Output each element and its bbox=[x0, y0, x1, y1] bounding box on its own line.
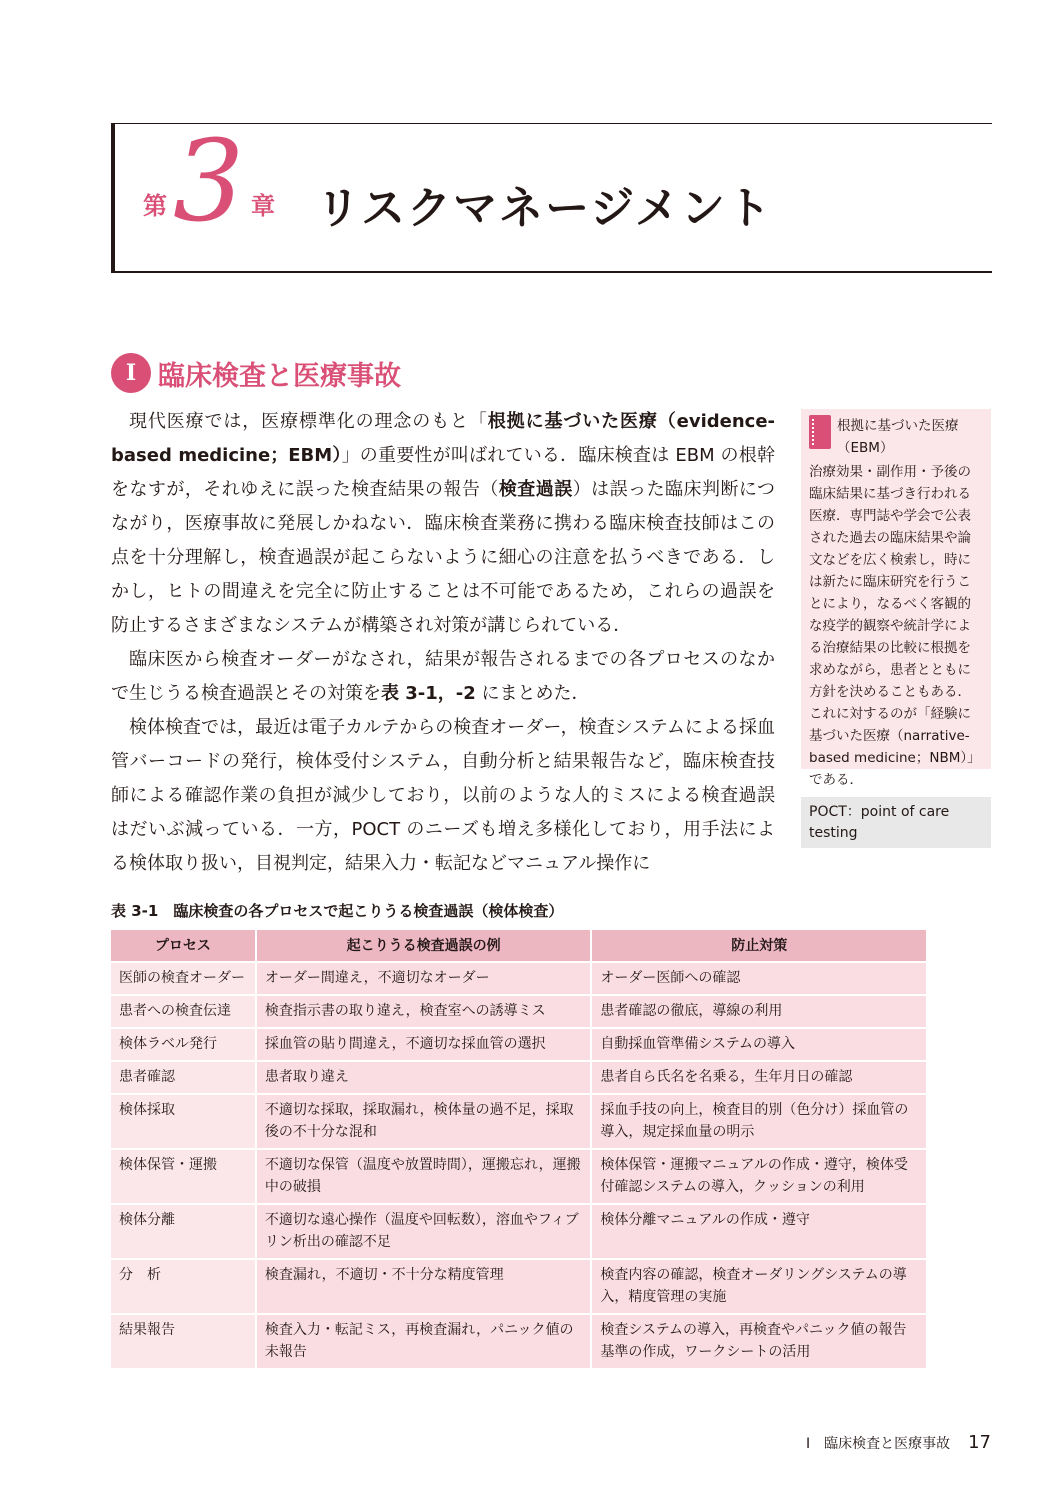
table-cell: 検体採取 bbox=[111, 1094, 256, 1149]
table-cell: 医師の検査オーダー bbox=[111, 962, 256, 995]
paragraph-text: にまとめた． bbox=[475, 683, 590, 704]
table-cell: 採血手技の向上，検査目的別（色分け）採血管の導入，規定採血量の明示 bbox=[591, 1094, 927, 1149]
table-cell: 患者自ら氏名を名乗る，生年月日の確認 bbox=[591, 1061, 927, 1094]
body-paragraph bbox=[111, 643, 775, 711]
table-header-cell: プロセス bbox=[111, 930, 256, 962]
table-header-cell: 起こりうる検査過誤の例 bbox=[256, 930, 592, 962]
table-row bbox=[111, 1204, 927, 1259]
table-cell: 患者取り違え bbox=[256, 1061, 592, 1094]
chapter-number: 3 bbox=[173, 117, 245, 247]
table-cell: 検査入力・転記ミス，再検査漏れ，パニック値の未報告 bbox=[256, 1314, 592, 1369]
sidebar-poct: POCT：point of care testing bbox=[801, 797, 991, 848]
sidebar-ebm-title: 根拠に基づいた医療（EBM） bbox=[837, 418, 959, 456]
table-cell: 検体ラベル発行 bbox=[111, 1028, 256, 1061]
page-number: 17 bbox=[968, 1432, 991, 1453]
body-paragraph bbox=[111, 405, 775, 643]
paragraph-text: 臨床医から検査オーダーがなされ，結果が報告されるまでの各プロセスのなかで生じうる検査過誤とその対策を bbox=[111, 649, 775, 704]
table-row bbox=[111, 1259, 927, 1314]
chapter-prefix: 第 bbox=[143, 192, 167, 220]
table-cell: オーダー医師への確認 bbox=[591, 962, 927, 995]
body-text bbox=[111, 405, 775, 881]
body-paragraph bbox=[111, 711, 775, 881]
table-row bbox=[111, 995, 927, 1028]
table-cell: 不適切な採取，採取漏れ，検体量の過不足，採取後の不十分な混和 bbox=[256, 1094, 592, 1149]
table-cell: 自動採血管準備システムの導入 bbox=[591, 1028, 927, 1061]
table-cell: 結果報告 bbox=[111, 1314, 256, 1369]
table-header-row bbox=[111, 930, 927, 962]
table-row bbox=[111, 1149, 927, 1204]
notebook-icon bbox=[809, 415, 831, 449]
table-row bbox=[111, 1314, 927, 1369]
chapter-title: リスクマネージメント bbox=[316, 183, 773, 234]
table-cell: 患者確認 bbox=[111, 1061, 256, 1094]
section-title: 臨床検査と医療事故 bbox=[158, 361, 401, 392]
table-cell: 検体分離 bbox=[111, 1204, 256, 1259]
table-row bbox=[111, 962, 927, 995]
table-cell: 採血管の貼り間違え，不適切な採血管の選択 bbox=[256, 1028, 592, 1061]
table-header-cell: 防止対策 bbox=[591, 930, 927, 962]
table-row bbox=[111, 1094, 927, 1149]
paragraph-text: 検体検査では，最近は電子カルテからの検査オーダー，検査システムによる採血管バーコードの発行，検体受付システム，自動分析と結果報告など，臨床検査技師による確認作業の負担が減少しており，以前のような人的ミスによる検査過誤はだいぶ減っている．一方，POCT のニーズも増え多様化しており，用手法による検体取り扱い，目視判定，結果入力・転記などマニュアル操作に bbox=[111, 717, 775, 874]
table-cell: 検査内容の確認，検査オーダリングシステムの導入，精度管理の実施 bbox=[591, 1259, 927, 1314]
table-cell: 不適切な遠心操作（温度や回転数），溶血やフィブリン析出の確認不足 bbox=[256, 1204, 592, 1259]
chapter-header bbox=[111, 117, 992, 273]
paragraph-text: ）は誤った臨床判断につながり，医療事故に発展しかねない．臨床検査業務に携わる臨床検査技師はこの点を十分理解し，検査過誤が起こらないように細心の注意を払うべきである．しかし，ヒトの間違えを完全に防止することは不可能であるため，これらの過誤を防止するさまざまなシステムが構築され対策が講じられている． bbox=[111, 479, 776, 636]
table-cell: 検査漏れ，不適切・不十分な精度管理 bbox=[256, 1259, 592, 1314]
table-row bbox=[111, 1028, 927, 1061]
bold-term: 表 3-1，-2 bbox=[381, 683, 476, 704]
footer-section: I 臨床検査と医療事故 bbox=[805, 1436, 951, 1452]
paragraph-text: 」の重要性が叫ばれている．臨床検査は EBM の根幹をなすが，それゆえに誤った検査結果の報告（ bbox=[111, 445, 775, 500]
sidebar-ebm bbox=[801, 409, 991, 788]
table-cell: 検査指示書の取り違え，検査室への誘導ミス bbox=[256, 995, 592, 1028]
error-table bbox=[111, 930, 928, 1370]
table-row bbox=[111, 1061, 927, 1094]
table-cell: 分 析 bbox=[111, 1259, 256, 1314]
chapter-suffix: 章 bbox=[251, 192, 275, 220]
paragraph-text: 現代医療では，医療標準化の理念のもと「 bbox=[129, 411, 488, 432]
page-footer bbox=[806, 1432, 991, 1453]
table-cell: 検体分離マニュアルの作成・遵守 bbox=[591, 1204, 927, 1259]
table-cell: 患者確認の徹底，導線の利用 bbox=[591, 995, 927, 1028]
bold-term: 検査過誤 bbox=[498, 479, 573, 500]
table-cell: 検体保管・運搬 bbox=[111, 1149, 256, 1204]
section-badge: I bbox=[111, 353, 151, 393]
table-cell: 不適切な保管（温度や放置時間），運搬忘れ，運搬中の破損 bbox=[256, 1149, 592, 1204]
table-cell: オーダー間違え，不適切なオーダー bbox=[256, 962, 592, 995]
table-cell: 患者への検査伝達 bbox=[111, 995, 256, 1028]
table-caption: 表 3-1 臨床検査の各プロセスで起こりうる検査過誤（検体検査） bbox=[111, 902, 564, 920]
table-cell: 検体保管・運搬マニュアルの作成・遵守，検体受付確認システムの導入，クッションの利用 bbox=[591, 1149, 927, 1204]
table-cell: 検査システムの導入，再検査やパニック値の報告基準の作成，ワークシートの活用 bbox=[591, 1314, 927, 1369]
bold-term: 根拠に基づいた医療（evidence-based medicine；EBM） bbox=[111, 411, 775, 466]
sidebar-ebm-text: 治療効果・副作用・予後の臨床結果に基づき行われる医療．専門誌や学会で公表された過去の臨床結果や論文などを広く検索し，時には新たに臨床研究を行うことにより，なるべく客観的な疫学的観察や統計学による治療結果の比較に根拠を求めながら，患者とともに方針を決めることもある．これに対するのが「経験に基づいた医療（narrative-based medicine；NBM）」である． bbox=[809, 464, 981, 788]
